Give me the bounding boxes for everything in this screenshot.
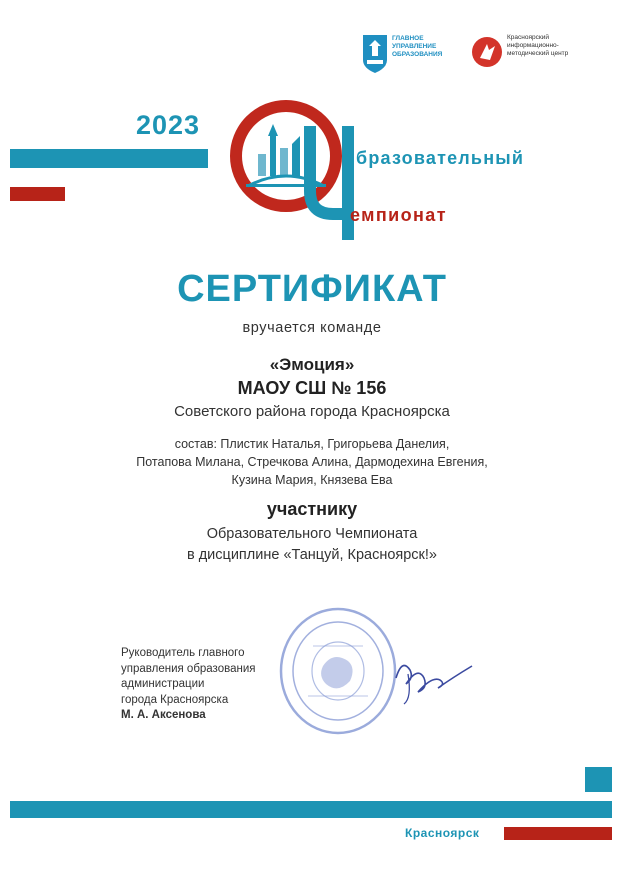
signatory-line-2: управления образования	[121, 662, 256, 675]
red-header-bar	[10, 187, 65, 201]
signatory-line-1: Руководитель главного	[121, 647, 245, 659]
red-footer-bar	[504, 827, 612, 840]
signatory-block	[121, 646, 255, 724]
event-line-1: Образовательного Чемпионата	[206, 526, 418, 542]
kimc-line2: информационно-	[507, 42, 559, 49]
members-line-1: состав: Плистик Наталья, Григорьева Данелия,	[174, 437, 450, 451]
teal-corner-square	[585, 767, 612, 792]
gu-obr-line2: УПРАВЛЕНИЕ	[392, 43, 437, 50]
city-label: Красноярск	[405, 826, 480, 840]
year-label: 2023	[136, 110, 201, 140]
handwritten-signature-icon	[388, 648, 474, 708]
team-name: «Эмоция»	[269, 355, 355, 374]
gu-obr-line3: ОБРАЗОВАНИЯ	[392, 51, 443, 58]
signatory-name: М. А. Аксенова	[121, 709, 206, 721]
kimc-logo	[471, 32, 601, 72]
building-oc-icon	[228, 96, 368, 246]
signatory-line-4: города Красноярска	[121, 693, 229, 706]
kimc-line1: Красноярский	[507, 34, 549, 41]
school-name: МАОУ СШ № 156	[237, 378, 387, 398]
teal-header-bar	[10, 149, 208, 168]
kimc-line3: методический центр	[507, 50, 569, 57]
signatory-line-3: администрации	[121, 678, 205, 690]
certificate-title: СЕРТИФИКАТ	[177, 268, 447, 310]
header-line-1: бразовательный	[356, 148, 525, 168]
teal-footer-bar	[10, 801, 612, 818]
participant-label: участнику	[266, 499, 358, 519]
event-line-2: в дисциплине «Танцуй, Красноярск!»	[186, 547, 437, 563]
kimc-logo-icon	[471, 36, 503, 68]
awarded-to: вручается команде	[242, 320, 382, 336]
members-line-3: Кузина Мария, Князева Ева	[231, 473, 393, 487]
members-line-2: Потапова Милана, Стречкова Алина, Дармодехина Евгения,	[136, 455, 488, 469]
official-stamp-icon	[278, 606, 398, 736]
gu-obr-logo	[362, 34, 442, 74]
district: Советского района города Красноярска	[174, 403, 450, 420]
city-emblem-icon	[362, 34, 388, 74]
gu-obr-line1: ГЛАВНОЕ	[392, 35, 424, 42]
header-line-2: емпионат	[350, 205, 447, 225]
